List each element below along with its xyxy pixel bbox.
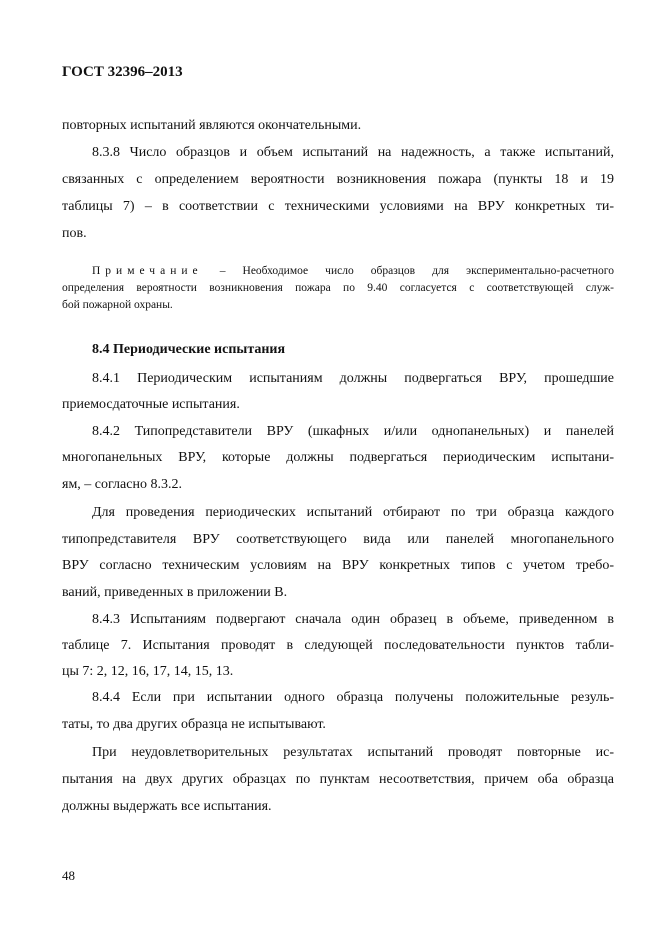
text-line: связанных с определением вероятности возникновения пожара (пункты 18 и 19 xyxy=(62,172,614,187)
text-line: 8.4.1 Периодическим испытаниям должны подвергаться ВРУ, прошедшие xyxy=(92,371,614,386)
note-line: определения вероятности возникновения пожара по 9.40 согласуется с соответствующей служ- xyxy=(62,282,614,294)
text-line: ям, – согласно 8.3.2. xyxy=(62,477,182,492)
text-line: пов. xyxy=(62,226,87,241)
text-line: таты, то два других образца не испытывают. xyxy=(62,717,326,732)
text-line: повторных испытаний являются окончательными. xyxy=(62,118,362,133)
note-text: – Необходимое число образцов для экспериментально-расчетного xyxy=(219,265,614,277)
text-line: 8.3.8 Число образцов и объем испытаний на надежность, а также испытаний, xyxy=(92,145,614,160)
text-line: цы 7: 2, 12, 16, 17, 14, 15, 13. xyxy=(62,664,234,679)
note-line: бой пожарной охраны. xyxy=(62,299,173,311)
text-line: 8.4.3 Испытаниям подвергают сначала один образец в объеме, приведенном в xyxy=(92,612,614,627)
text-line: При неудовлетворительных результатах испытаний проводят повторные ис- xyxy=(92,745,614,760)
section-heading: 8.4 Периодические испытания xyxy=(92,342,286,357)
note-label: Примечание xyxy=(92,265,203,277)
text-line: приемосдаточные испытания. xyxy=(62,397,240,412)
text-line: 8.4.4 Если при испытании одного образца получены положительные резуль- xyxy=(92,690,614,705)
text-line: таблицы 7) – в соответствии с техническими условиями на ВРУ конкретных ти- xyxy=(62,199,614,214)
page-number: 48 xyxy=(62,868,75,883)
document-header: ГОСТ 32396–2013 xyxy=(62,64,183,80)
note-line xyxy=(92,263,614,279)
text-line: Для проведения периодических испытаний отбирают по три образца каждого xyxy=(92,505,614,520)
text-line: таблице 7. Испытания проводят в следующей последовательности пунктов табли- xyxy=(62,638,614,653)
text-line: ВРУ согласно техническим условиям на ВРУ конкретных типов с учетом требо- xyxy=(62,558,614,573)
text-line: типопредставителя ВРУ соответствующего вида или панелей многопанельного xyxy=(62,532,614,547)
text-line: ваний, приведенных в приложении В. xyxy=(62,585,288,600)
text-line: 8.4.2 Типопредставители ВРУ (шкафных и/или однопанельных) и панелей xyxy=(92,424,614,439)
text-line: пытания на двух других образцах по пунктам несоответствия, причем оба образца xyxy=(62,772,614,787)
text-line: должны выдержать все испытания. xyxy=(62,799,272,814)
text-line: многопанельных ВРУ, которые должны подвергаться периодическим испытани- xyxy=(62,450,614,465)
